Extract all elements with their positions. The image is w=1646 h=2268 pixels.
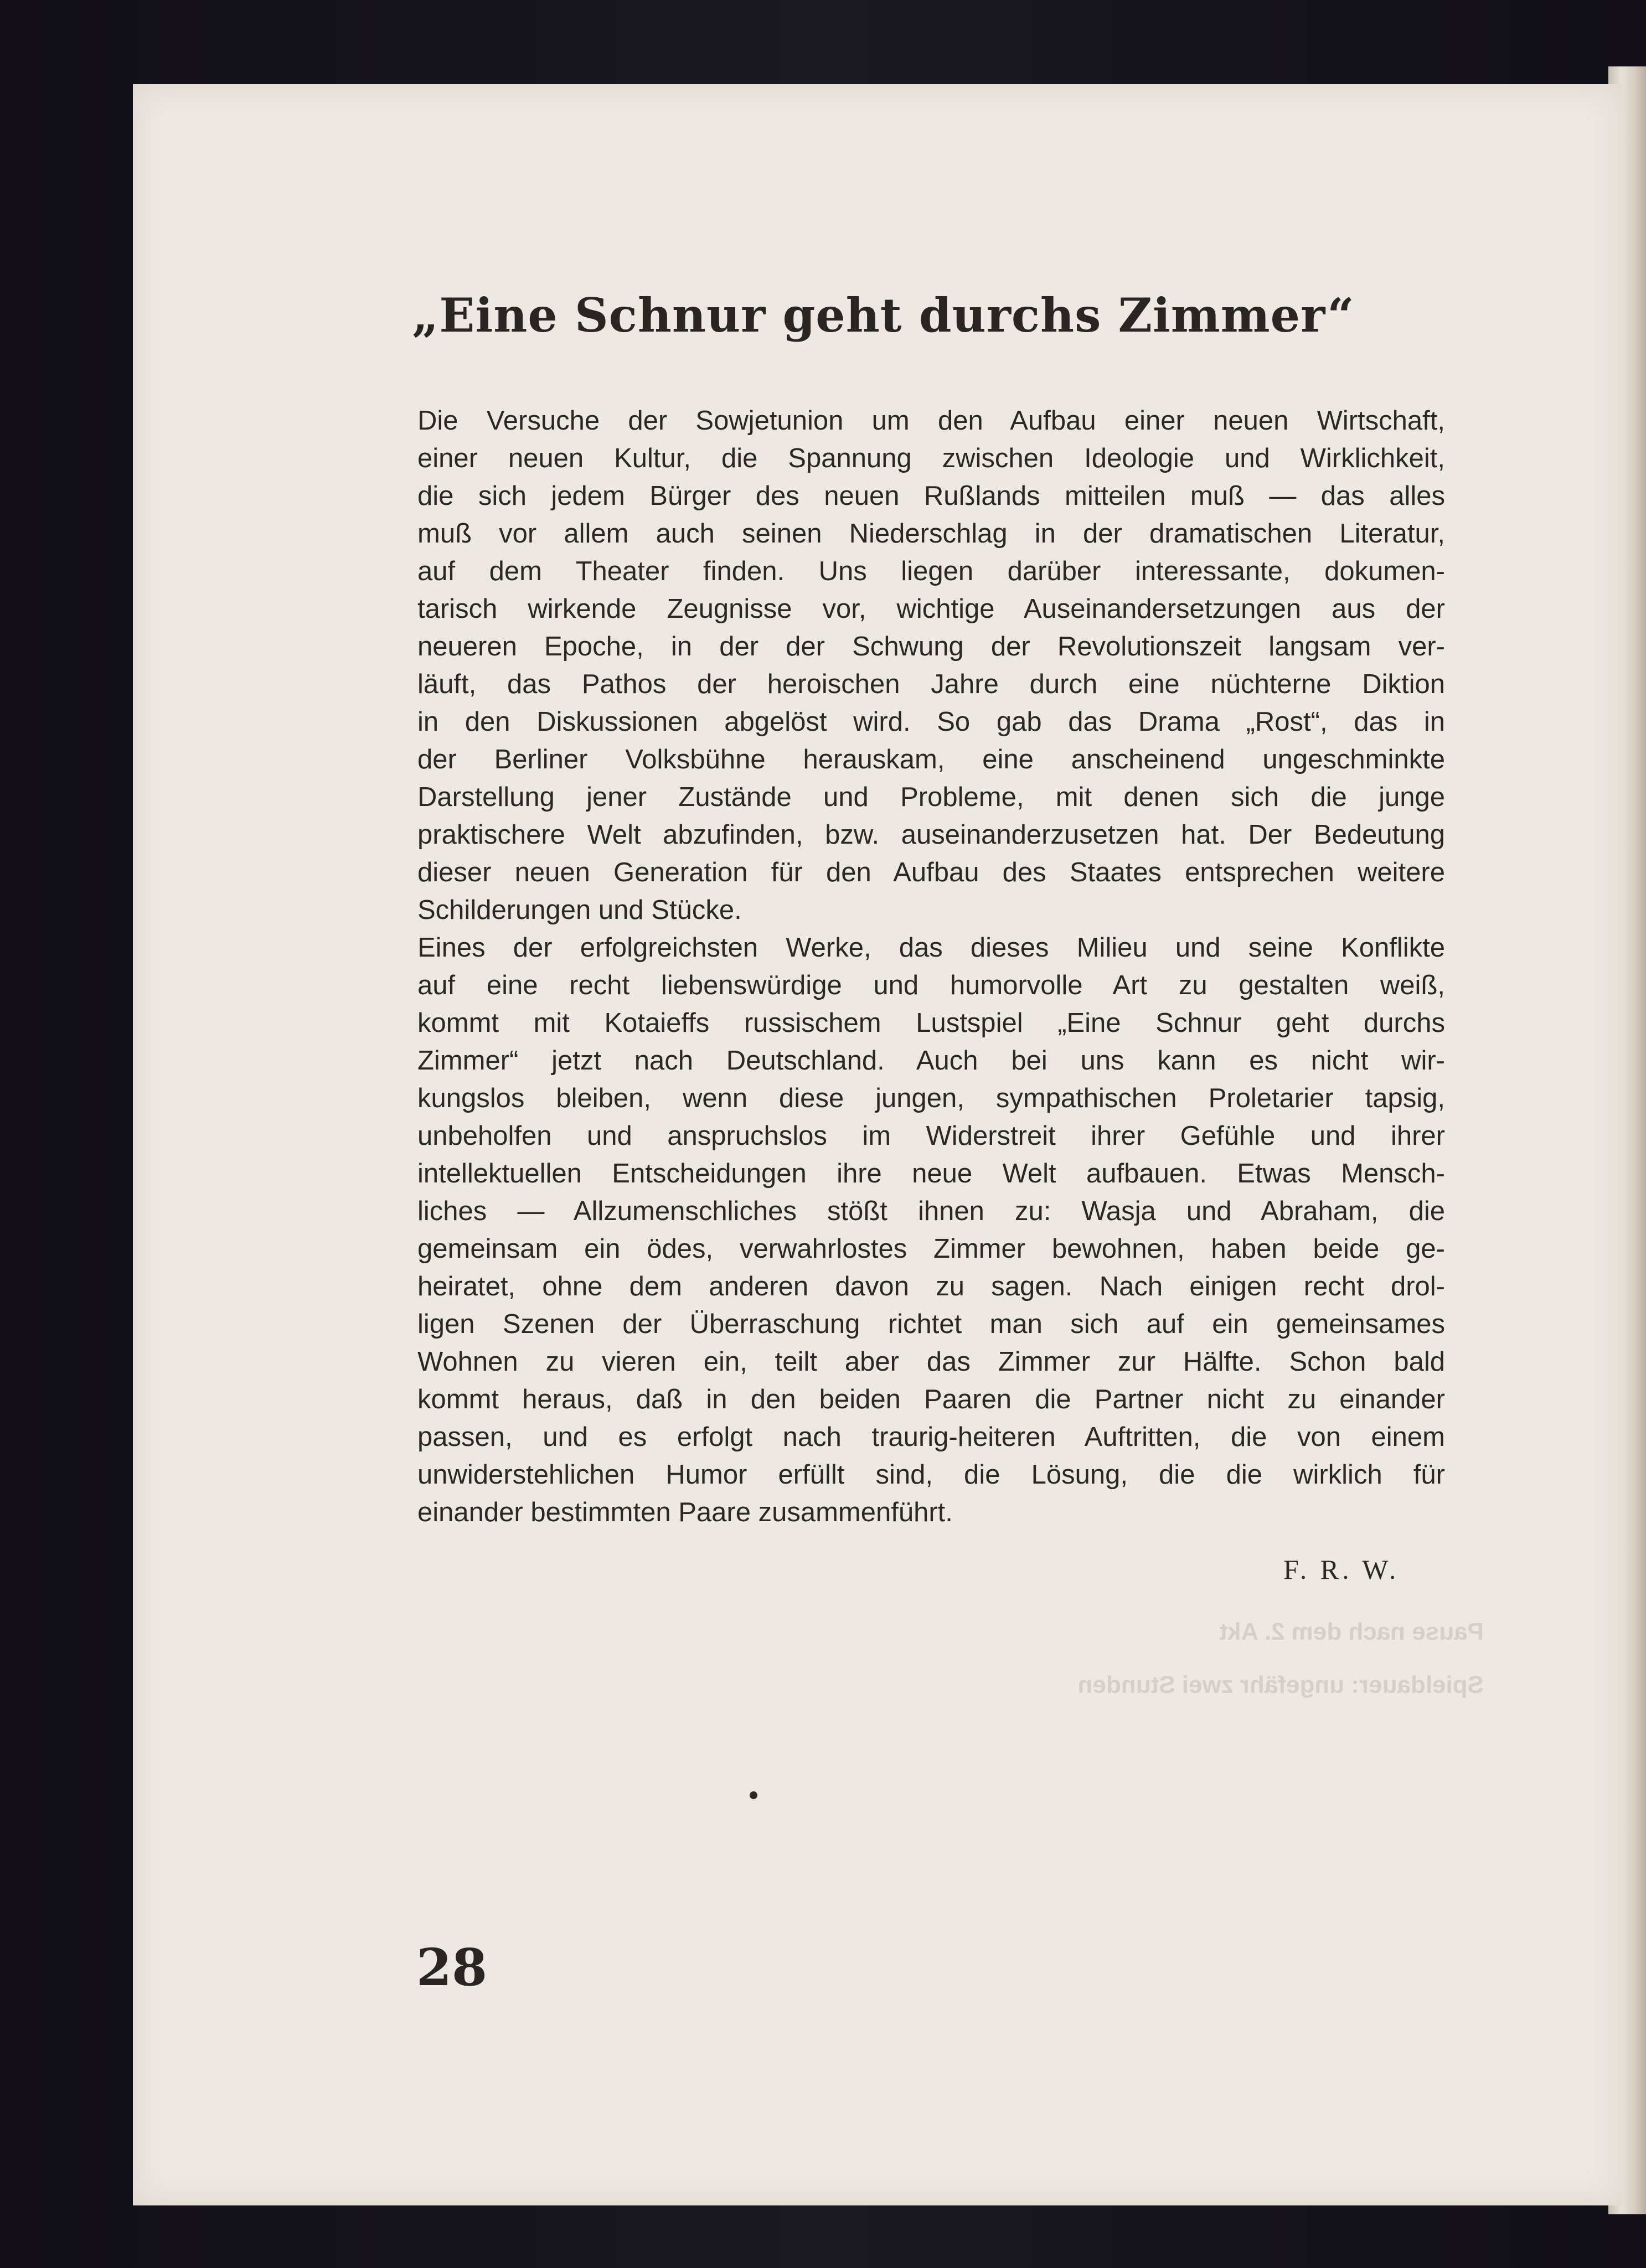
page-number: 28 — [416, 1938, 488, 1997]
text-line: einander bestimmten Paare zusammenführt. — [417, 1497, 953, 1527]
text-line: muß vor allem auch seinen Niederschlag in der dramatischen Literatur, — [417, 519, 1445, 549]
text-line: unbeholfen und anspruchslos im Widerstreit ihrer Gefühle und ihrer — [417, 1121, 1445, 1151]
text-line: Die Versuche der Sowjetunion um den Aufbau einer neuen Wirtschaft, — [417, 406, 1445, 436]
text-line: kommt heraus, daß in den beiden Paaren die Partner nicht zu einander — [417, 1384, 1445, 1414]
text-line: auf eine recht liebenswürdige und humorvolle Art zu gestalten weiß, — [417, 970, 1445, 1000]
text-line: Eines der erfolgreichsten Werke, das dieses Milieu und seine Konflikte — [417, 933, 1445, 963]
text-line: passen, und es erfolgt nach traurig-heiteren Auftritten, die von einem — [417, 1422, 1445, 1452]
text-line: Zimmer“ jetzt nach Deutschland. Auch bei uns kann es nicht wir- — [417, 1046, 1445, 1076]
text-line: dieser neuen Generation für den Aufbau des Staates entsprechen weitere — [417, 857, 1445, 887]
text-line: ligen Szenen der Überraschung richtet man sich auf ein gemeinsames — [417, 1309, 1445, 1339]
text-line: läuft, das Pathos der heroischen Jahre durch eine nüchterne Diktion — [417, 669, 1445, 699]
text-line: intellektuellen Entscheidungen ihre neue Welt aufbauen. Etwas Mensch- — [417, 1159, 1445, 1189]
article-title: „Eine Schnur geht durchs Zimmer“ — [412, 288, 1355, 343]
author-signature: F. R. W. — [1283, 1554, 1400, 1585]
text-line: kommt mit Kotaieffs russischem Lustspiel „Eine Schnur geht durchs — [417, 1008, 1445, 1038]
text-line: tarisch wirkende Zeugnisse vor, wichtige Auseinandersetzungen aus der — [417, 594, 1445, 624]
text-line: heiratet, ohne dem anderen davon zu sagen. Nach einigen recht drol- — [417, 1272, 1445, 1301]
text-line: Darstellung jener Zustände und Probleme, mit denen sich die junge — [417, 782, 1445, 812]
text-line: die sich jedem Bürger des neuen Rußlands mitteilen muß — das alles — [417, 481, 1445, 511]
text-line: Wohnen zu vieren ein, teilt aber das Zimmer zur Hälfte. Schon bald — [417, 1347, 1445, 1377]
text-line: neueren Epoche, in der der Schwung der Revolutionszeit langsam ver- — [417, 632, 1445, 662]
text-line: liches — Allzumenschliches stößt ihnen zu: Wasja und Abraham, die — [417, 1196, 1445, 1226]
text-line: in den Diskussionen abgelöst wird. So gab das Drama „Rost“, das in — [417, 707, 1445, 737]
bleed-through-text — [875, 1605, 1484, 1749]
bleed-line: Pause nach dem 2. Akt — [1219, 1618, 1484, 1645]
text-line: Schilderungen und Stücke. — [417, 895, 742, 925]
text-line: praktischere Welt abzufinden, bzw. auseinanderzusetzen hat. Der Bedeutung — [417, 820, 1445, 850]
article-body — [417, 402, 1445, 1531]
ornament-dot — [750, 1791, 757, 1799]
text-line: auf dem Theater finden. Uns liegen darüber interessante, dokumen- — [417, 556, 1445, 586]
text-line: der Berliner Volksbühne herauskam, eine anscheinend ungeschminkte — [417, 745, 1445, 774]
text-line: einer neuen Kultur, die Spannung zwischen Ideologie und Wirklichkeit, — [417, 443, 1445, 473]
text-line: gemeinsam ein ödes, verwahrlostes Zimmer bewohnen, haben beide ge- — [417, 1234, 1445, 1264]
bleed-line: Spieldauer: ungefähr zwei Stunden — [1077, 1671, 1484, 1698]
text-line: kungslos bleiben, wenn diese jungen, sympathischen Proletarier tapsig, — [417, 1083, 1445, 1113]
text-line: unwiderstehlichen Humor erfüllt sind, die Lösung, die die wirklich für — [417, 1460, 1445, 1490]
